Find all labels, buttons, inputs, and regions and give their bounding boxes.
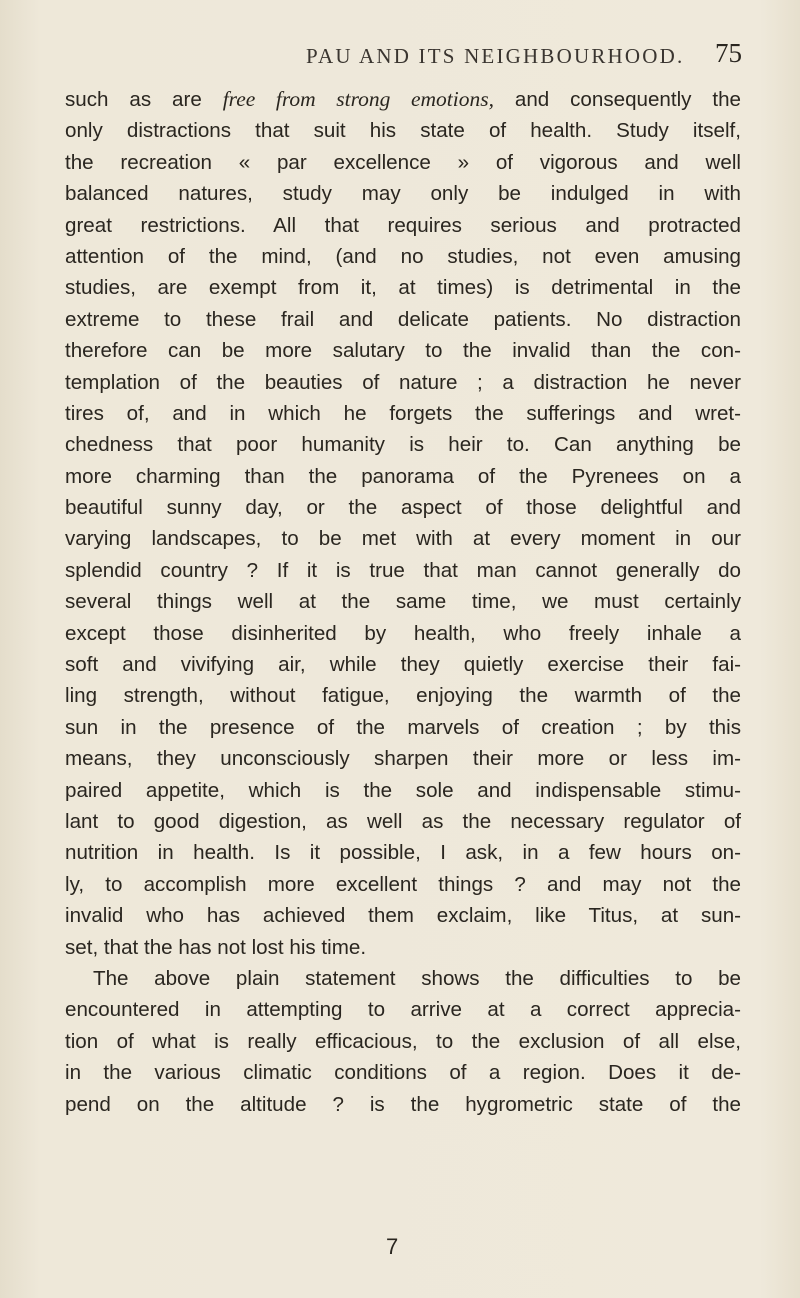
text-line	[65, 837, 741, 868]
text-segment: except those disinherited by health, who freely inhale a	[65, 621, 741, 645]
text-segment: the recreation « par excellence » of vigorous and well	[65, 150, 741, 174]
text-segment: splendid country ? If it is true that man cannot generally do	[65, 558, 741, 582]
text-segment: only distractions that suit his state of health. Study itself,	[65, 119, 741, 143]
text-line	[65, 84, 741, 115]
text-segment: paired appetite, which is the sole and indispensable stimu-	[65, 778, 741, 802]
text-segment: tion of what is really efficacious, to the exclusion of all else,	[65, 1029, 741, 1053]
text-line	[65, 555, 741, 586]
text-line	[65, 1089, 741, 1120]
text-line	[65, 806, 741, 837]
page-number: 75	[715, 38, 742, 68]
text-line	[65, 429, 741, 460]
italic-phrase: free from strong emotions,	[222, 87, 494, 111]
body-text	[65, 84, 741, 1120]
text-segment: chedness that poor humanity is heir to. Can anything be	[65, 433, 741, 457]
text-segment: balanced natures, study may only be indulged in with	[65, 182, 741, 206]
text-line	[65, 680, 741, 711]
text-segment: several things well at the same time, we must certainly	[65, 590, 741, 614]
text-line	[65, 115, 741, 146]
text-segment: templation of the beauties of nature ; a distraction he never	[65, 370, 741, 394]
text-segment: The above plain statement shows the difficulties to be	[93, 966, 741, 990]
text-segment: encountered in attempting to arrive at a correct apprecia-	[65, 998, 741, 1022]
text-line	[65, 147, 741, 178]
text-segment: such as are	[65, 88, 223, 111]
text-line	[65, 523, 741, 554]
text-line	[65, 492, 741, 523]
text-line	[65, 775, 741, 806]
text-segment: therefore can be more salutary to the invalid than the con-	[65, 339, 741, 363]
text-segment: and consequently the	[493, 88, 741, 111]
text-segment: pend on the altitude ? is the hygrometric state of the	[65, 1092, 741, 1116]
text-segment: ling strength, without fatigue, enjoying the warmth of the	[65, 684, 741, 708]
text-segment: great restrictions. All that requires serious and protracted	[65, 213, 741, 237]
text-line	[65, 272, 741, 303]
text-segment: attention of the mind, (and no studies, not even amusing	[65, 244, 741, 268]
text-line	[65, 900, 741, 931]
text-line	[65, 743, 741, 774]
text-line	[65, 461, 741, 492]
text-line	[65, 304, 741, 335]
text-segment: lant to good digestion, as well as the necessary regulator of	[65, 809, 741, 833]
text-line	[65, 1057, 741, 1088]
text-segment: set, that the has not lost his time.	[65, 935, 367, 959]
text-line	[65, 586, 741, 617]
text-segment: nutrition in health. Is it possible, I ask, in a few hours on-	[65, 841, 741, 865]
text-line	[65, 994, 741, 1025]
text-line	[65, 869, 741, 900]
running-head	[0, 36, 800, 80]
text-segment: sun in the presence of the marvels of creation ; by this	[65, 715, 741, 739]
text-line	[65, 210, 741, 241]
text-segment: means, they unconsciously sharpen their more or less im-	[65, 747, 741, 771]
text-segment: more charming than the panorama of the Pyrenees on a	[65, 464, 741, 488]
text-segment: invalid who has achieved them exclaim, like Titus, at sun-	[65, 904, 741, 928]
text-line	[65, 932, 741, 963]
text-segment: tires of, and in which he forgets the sufferings and wret-	[65, 401, 741, 425]
text-segment: beautiful sunny day, or the aspect of those delightful and	[65, 496, 741, 520]
text-line	[65, 178, 741, 209]
text-segment: varying landscapes, to be met with at every moment in our	[65, 527, 741, 551]
text-line	[65, 241, 741, 272]
text-line	[65, 649, 741, 680]
text-line	[65, 618, 741, 649]
text-line	[65, 1026, 741, 1057]
text-line	[65, 712, 741, 743]
text-line	[65, 335, 741, 366]
text-line	[65, 963, 741, 994]
text-segment: studies, are exempt from it, at times) is detrimental in the	[65, 276, 741, 300]
text-segment: in the various climatic conditions of a region. Does it de-	[65, 1061, 741, 1085]
signature-mark: 7	[386, 1234, 399, 1259]
text-line	[65, 367, 741, 398]
text-segment: soft and vivifying air, while they quietly exercise their fai-	[65, 653, 741, 677]
text-segment: extreme to these frail and delicate patients. No distraction	[65, 307, 741, 331]
text-line	[65, 398, 741, 429]
running-head-title: PAU AND ITS NEIGHBOURHOOD.	[306, 44, 685, 68]
text-segment: ly, to accomplish more excellent things ? and may not the	[65, 872, 741, 896]
